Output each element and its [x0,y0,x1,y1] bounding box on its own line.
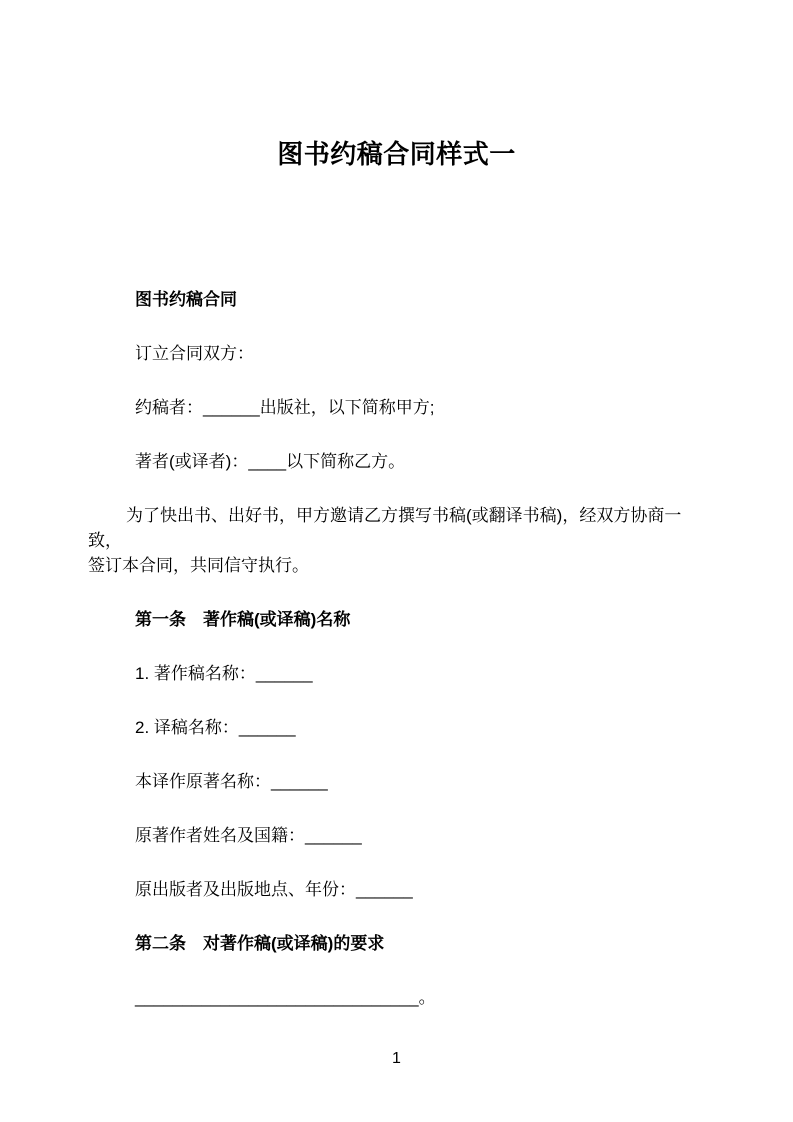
original-author-line: 原著作者姓名及国籍：______ [135,826,362,845]
article-1-heading: 第一条 著作稿(或译稿)名称 [135,610,351,629]
original-publisher-line: 原出版者及出版地点、年份：______ [135,880,413,899]
author-line: 著者(或译者)：____以下简称乙方。 [135,452,406,471]
preamble-paragraph [88,503,708,578]
original-work-title-line: 本译作原著名称：______ [135,772,328,791]
parties-intro-line: 订立合同双方： [135,344,254,363]
translation-title-line: 2. 译稿名称：______ [135,718,296,737]
preamble-line-1: 为了快出书、出好书，甲方邀请乙方撰写书稿(或翻译书稿)，经双方协商一致， [88,506,682,550]
document-body [88,287,708,1010]
preamble-line-2: 签订本合同，共同信守执行。 [88,556,309,575]
document-title: 图书约稿合同样式一 [277,139,516,169]
page-number: 1 [392,1050,401,1067]
commissioner-line: 约稿者：______出版社，以下简称甲方; [135,398,435,417]
blank-fill-line: ______________________________。 [135,988,436,1007]
work-title-line: 1. 著作稿名称：______ [135,664,313,683]
contract-heading: 图书约稿合同 [135,290,237,309]
article-2-heading: 第二条 对著作稿(或译稿)的要求 [135,934,385,953]
